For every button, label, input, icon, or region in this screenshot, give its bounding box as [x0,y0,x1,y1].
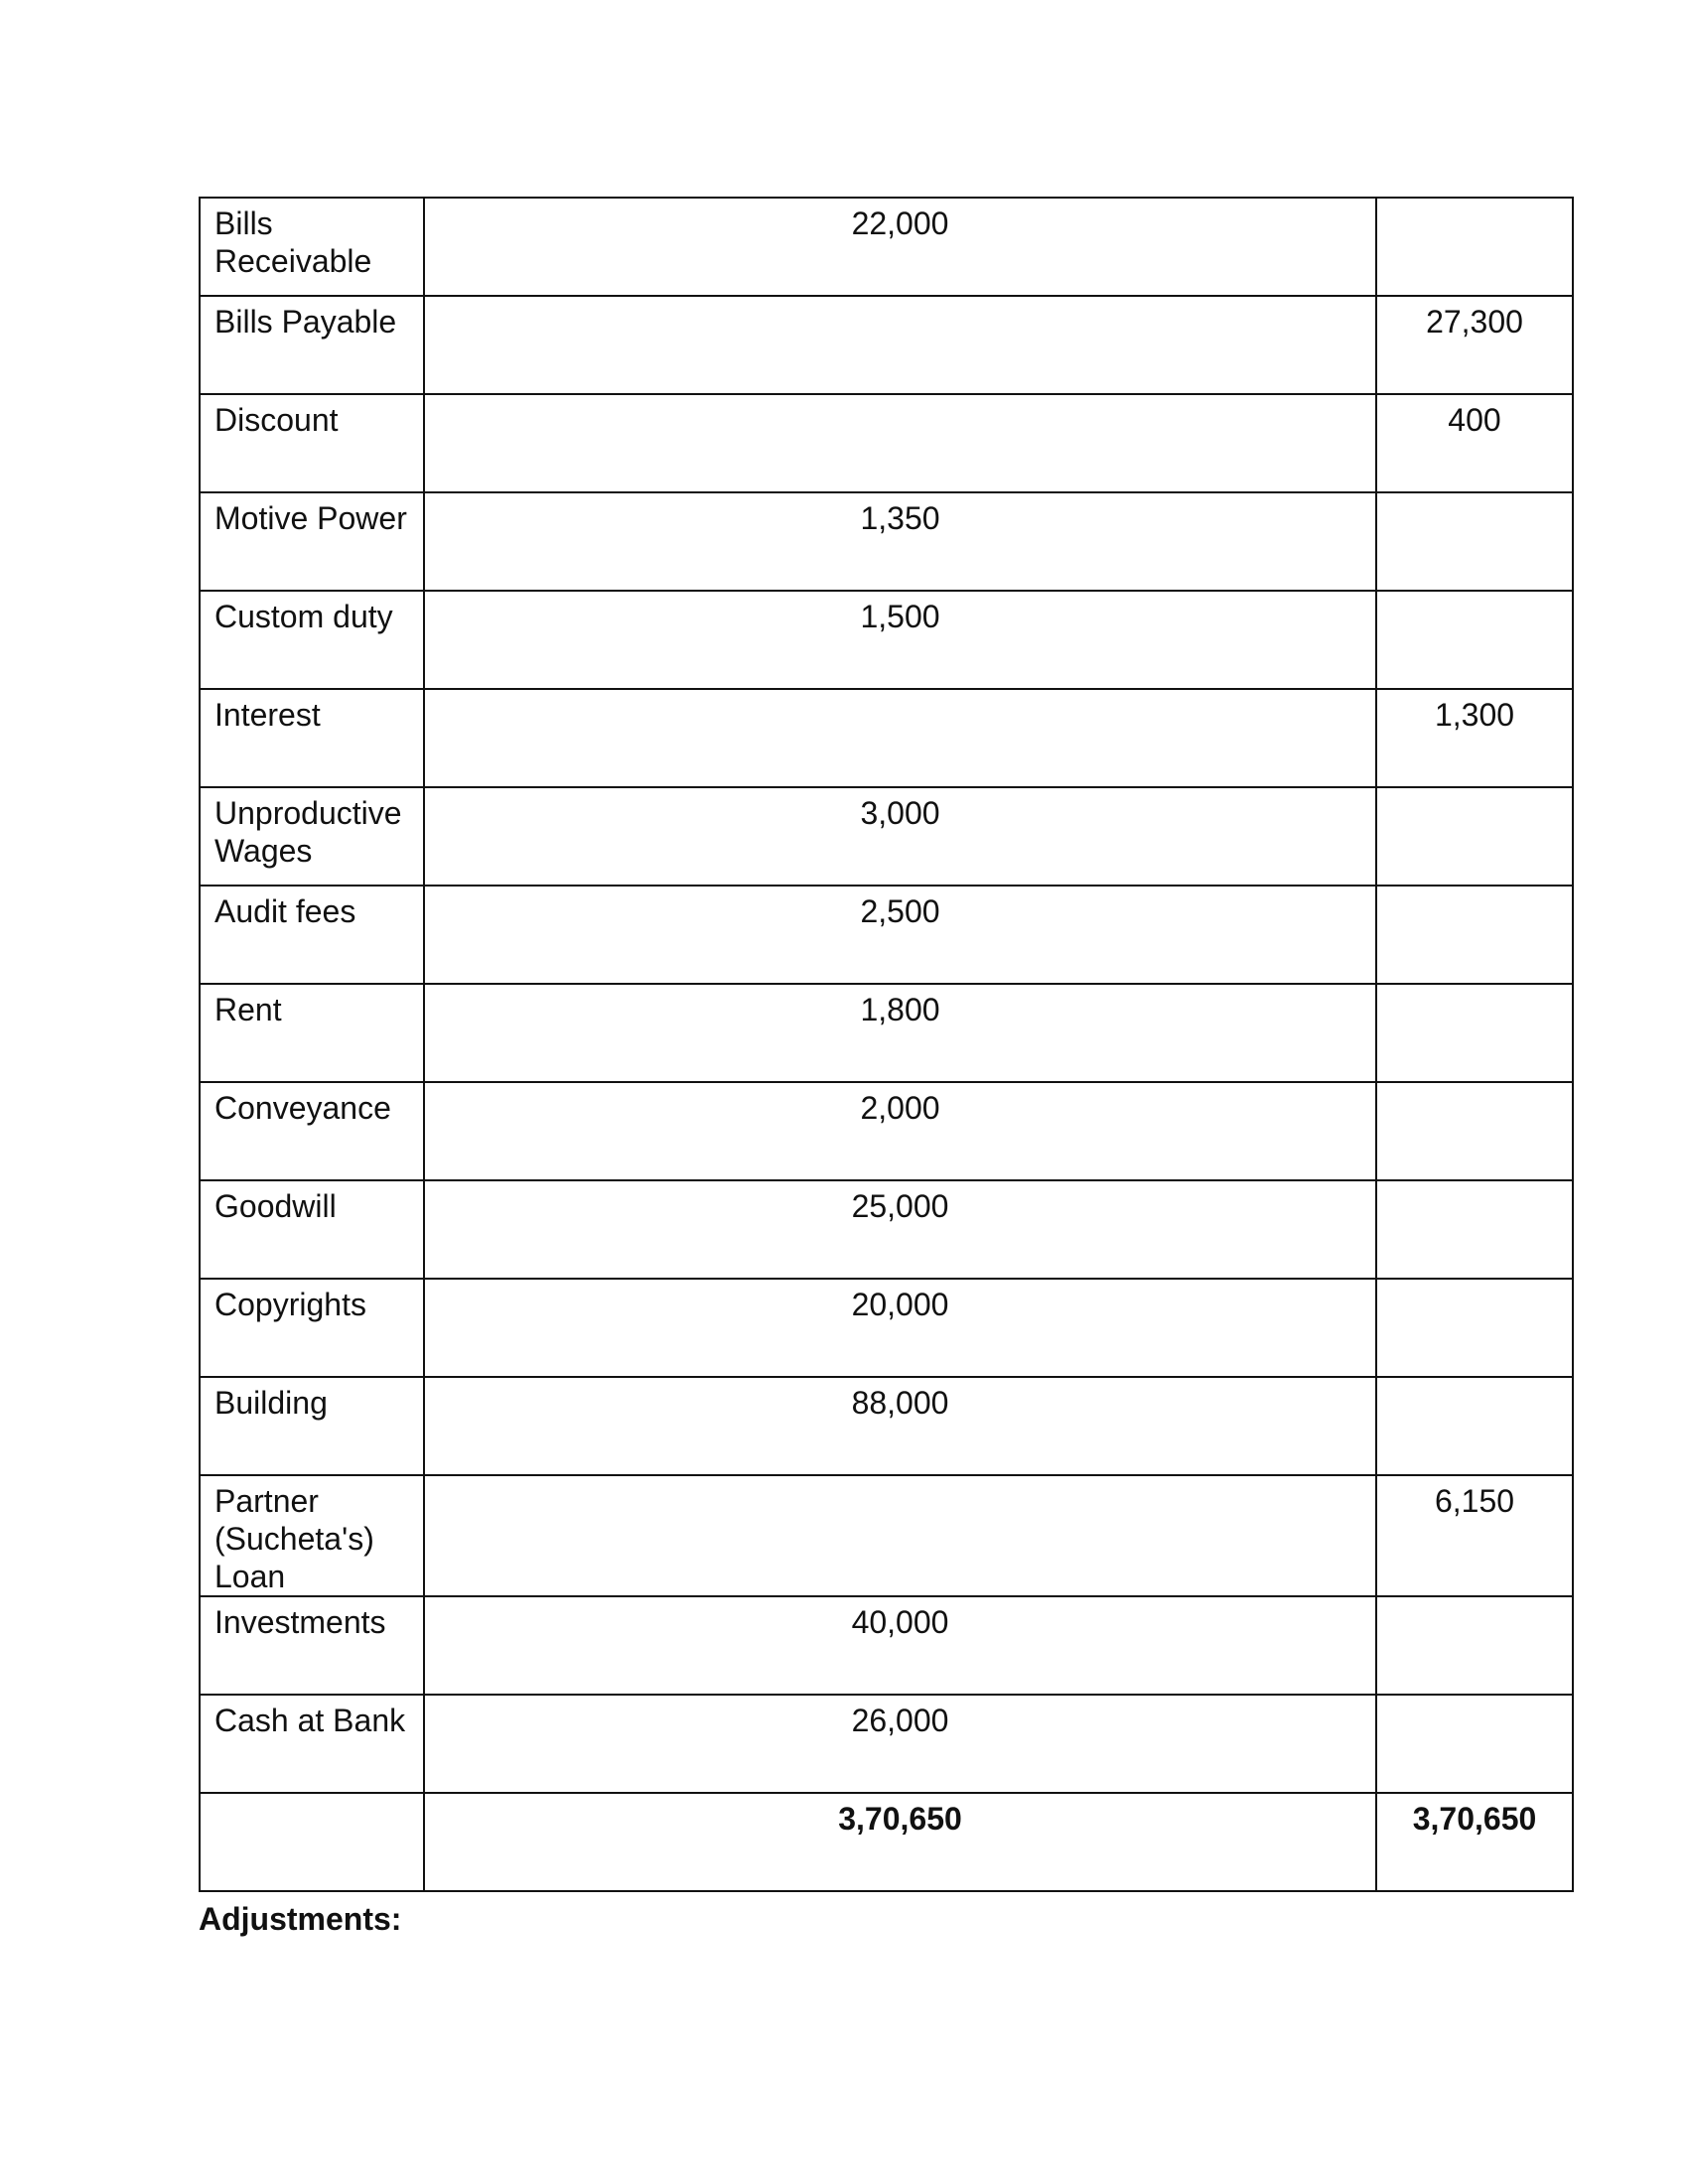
table-row [200,1475,1573,1596]
table-row [200,1377,1573,1475]
total-credit-cell: 3,70,650 [1376,1793,1573,1891]
debit-cell: 20,000 [424,1279,1376,1377]
debit-cell: 1,350 [424,492,1376,591]
table-row [200,394,1573,492]
debit-cell: 2,000 [424,1082,1376,1180]
total-debit-cell: 3,70,650 [424,1793,1376,1891]
credit-cell [1376,492,1573,591]
total-row [200,1793,1573,1891]
credit-cell: 1,300 [1376,689,1573,787]
total-label-cell [200,1793,424,1891]
debit-cell: 25,000 [424,1180,1376,1279]
particular-cell: Discount [200,394,424,492]
credit-cell [1376,198,1573,296]
table-row [200,1596,1573,1695]
table-row [200,984,1573,1082]
credit-cell [1376,984,1573,1082]
particular-cell: Partner (Sucheta's) Loan [200,1475,424,1596]
particular-cell: Audit fees [200,886,424,984]
table-row [200,492,1573,591]
debit-cell [424,1475,1376,1596]
credit-cell: 6,150 [1376,1475,1573,1596]
credit-cell [1376,591,1573,689]
table-row [200,787,1573,886]
debit-cell: 3,000 [424,787,1376,886]
debit-cell [424,394,1376,492]
credit-cell: 27,300 [1376,296,1573,394]
table-row [200,591,1573,689]
adjustments-heading: Adjustments: [199,1901,402,1937]
credit-cell [1376,886,1573,984]
particular-cell: Building [200,1377,424,1475]
credit-cell [1376,787,1573,886]
particular-cell: Motive Power [200,492,424,591]
trial-balance-table [199,197,1574,1892]
credit-cell [1376,1695,1573,1793]
table-row [200,886,1573,984]
debit-cell: 1,500 [424,591,1376,689]
particular-cell: Rent [200,984,424,1082]
credit-cell: 400 [1376,394,1573,492]
debit-cell: 40,000 [424,1596,1376,1695]
particular-cell: Unproductive Wages [200,787,424,886]
particular-cell: Investments [200,1596,424,1695]
particular-cell: Interest [200,689,424,787]
debit-cell: 22,000 [424,198,1376,296]
particular-cell: Custom duty [200,591,424,689]
particular-cell: Bills Payable [200,296,424,394]
debit-cell [424,689,1376,787]
table-row [200,1695,1573,1793]
debit-cell: 1,800 [424,984,1376,1082]
table-row [200,1082,1573,1180]
table-row [200,1180,1573,1279]
credit-cell [1376,1180,1573,1279]
debit-cell: 2,500 [424,886,1376,984]
credit-cell [1376,1377,1573,1475]
particular-cell: Conveyance [200,1082,424,1180]
credit-cell [1376,1279,1573,1377]
debit-cell [424,296,1376,394]
table-row [200,1279,1573,1377]
particular-cell: Bills Receivable [200,198,424,296]
table-row [200,296,1573,394]
particular-cell: Copyrights [200,1279,424,1377]
particular-cell: Cash at Bank [200,1695,424,1793]
credit-cell [1376,1082,1573,1180]
particular-cell: Goodwill [200,1180,424,1279]
table-row [200,689,1573,787]
debit-cell: 88,000 [424,1377,1376,1475]
debit-cell: 26,000 [424,1695,1376,1793]
credit-cell [1376,1596,1573,1695]
table-row [200,198,1573,296]
